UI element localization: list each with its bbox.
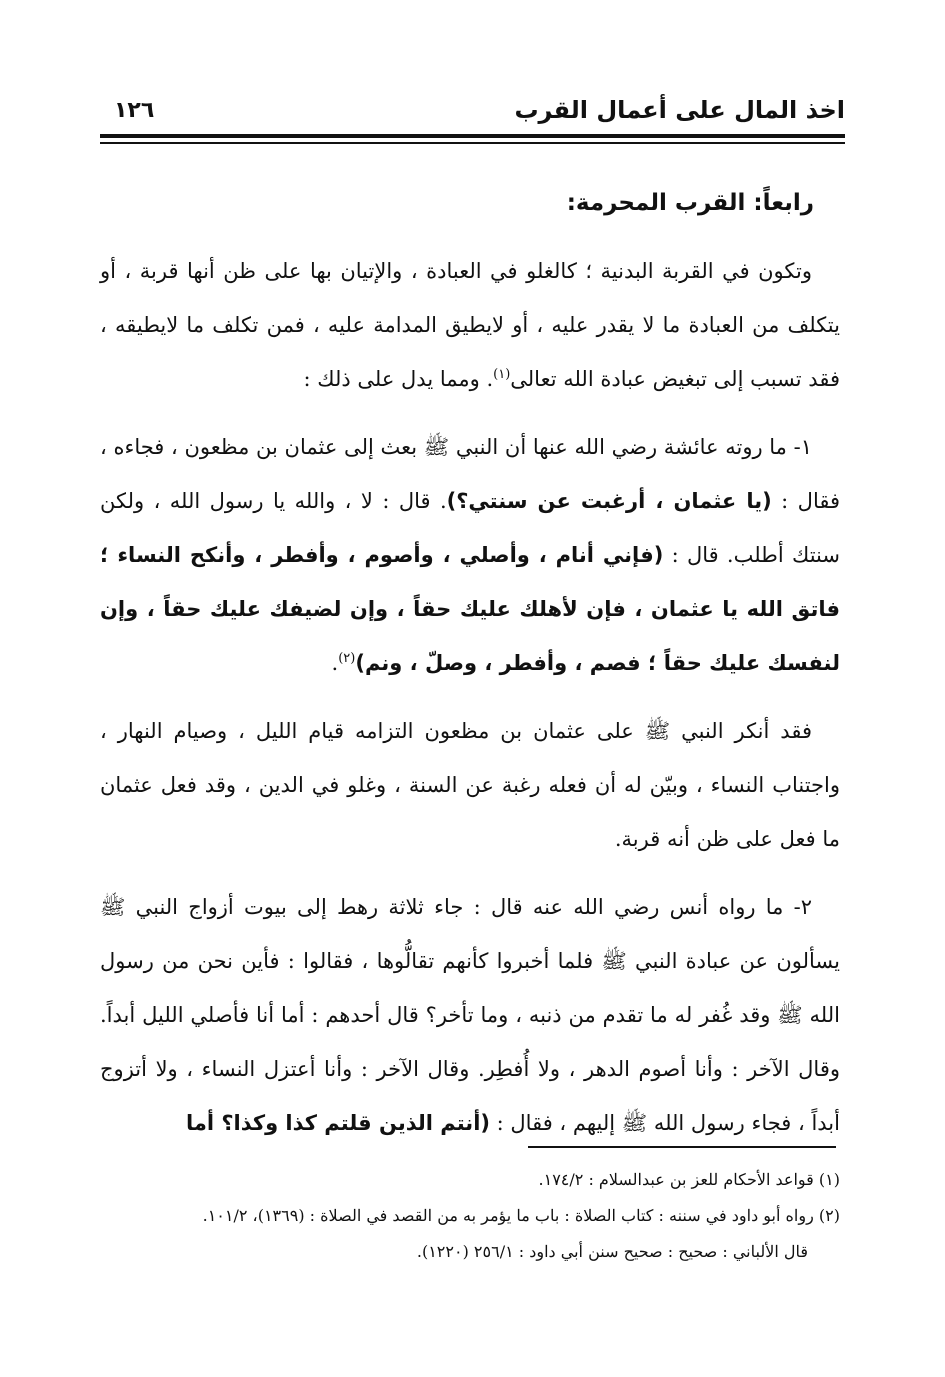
running-header — [100, 96, 845, 136]
section-heading: رابعاً: القرب المحرمة: — [566, 190, 814, 216]
page-number: ١٢٦ — [114, 98, 155, 123]
paragraph-4-text-a: ٢- ما رواه أنس رضي الله عنه قال : جاء ثلاثة رهط إلى بيوت أزواج النبي ﷺ يسألون عن عبادة النبي ﷺ فلما أخبروا كأنهم تقالُّوها ، فقالوا : فأين نحن من رسول الله ﷺ وقد غُفر له ما تقدم من ذنبه ، وما تأخر؟ قال أحدهم : أما أنا فأصلي الليل أبداً. وقال الآخر : وأنا أصوم الدهر ، ولا أُفطِر. وقال الآخر : وأنا أعتزل النساء ، ولا أتزوج أبداً ، فجاء رسول الله ﷺ إليهم ، فقال : — [100, 895, 840, 1135]
main-text — [100, 176, 840, 1164]
paragraph-3: فقد أنكر النبي ﷺ على عثمان بن مظعون التزامه قيام الليل ، وصيام النهار ، واجتناب النساء ، وبيّن له أن فعله رغبة عن السنة ، وغلو في الدين ، وقد فعل عثمان ما فعل على ظن أنه قربة. — [100, 719, 840, 851]
paragraph-1 — [100, 244, 840, 406]
paragraph-2 — [100, 420, 840, 690]
footnotes — [90, 1162, 840, 1270]
footnote-ref-2: (٢) — [338, 651, 356, 666]
paragraph-2-text-a: ١- ما روته عائشة رضي الله عنها أن النبي ﷺ بعث إلى عثمان بن مظعون ، فجاءه ، فقال : — [100, 435, 840, 513]
paragraph-2-end: . — [331, 651, 339, 675]
hadith-quote-2: (فإني أنام ، وأصلي ، وأصوم ، وأفطر ، وأنكح النساء ؛ فاتق الله يا عثمان ، فإن لأهلك عليك حقاً ، وإن لضيفك عليك حقاً ، وإن لنفسك عليك حقاً ؛ فصم ، وأفطر ، وصلّ ، ونم) — [100, 543, 840, 675]
footnote-separator — [528, 1146, 836, 1148]
hadith-quote-1: (يا عثمان ، أرغبت عن سنتي؟) — [446, 489, 772, 513]
header-title: اخذ المال على أعمال القرب — [514, 96, 845, 124]
footnote-ref-1: (١) — [493, 367, 511, 382]
hadith-quote-3: (أنتم الذين قلتم كذا وكذا؟ أما — [185, 1111, 490, 1135]
footnote-2: (٢) رواه أبو داود في سننه : كتاب الصلاة : باب ما يؤمر به من القصد في الصلاة : (١٣٦٩)، ١٠١/٢. — [202, 1206, 840, 1225]
header-rule-thin — [100, 142, 845, 144]
paragraph-4 — [100, 880, 840, 1150]
paragraph-1-end: . ومما يدل على ذلك : — [303, 367, 494, 391]
footnote-1: (١) قواعد الأحكام للعز بن عبدالسلام : ١٧٤/٢. — [538, 1170, 840, 1189]
paragraph-1-text: وتكون في القربة البدنية ؛ كالغلو في العبادة ، والإتيان بها على ظن أنها قربة ، أو يتكلف من العبادة ما لا يقدر عليه ، أو لايطيق المدامة عليه ، فمن تكلف ما لايطيقه ، فقد تسبب إلى تبغيض عبادة الله تعالى — [100, 259, 840, 391]
footnote-2-continuation: قال الألباني : صحيح : صحيح سنن أبي داود : ٢٥٦/١ (١٢٢٠). — [416, 1242, 808, 1261]
header-rule-thick — [100, 134, 845, 138]
paragraph-2-text-c: . قال : لا ، والله يا رسول الله ، ولكن سنتك أطلب. قال : — [100, 489, 840, 567]
